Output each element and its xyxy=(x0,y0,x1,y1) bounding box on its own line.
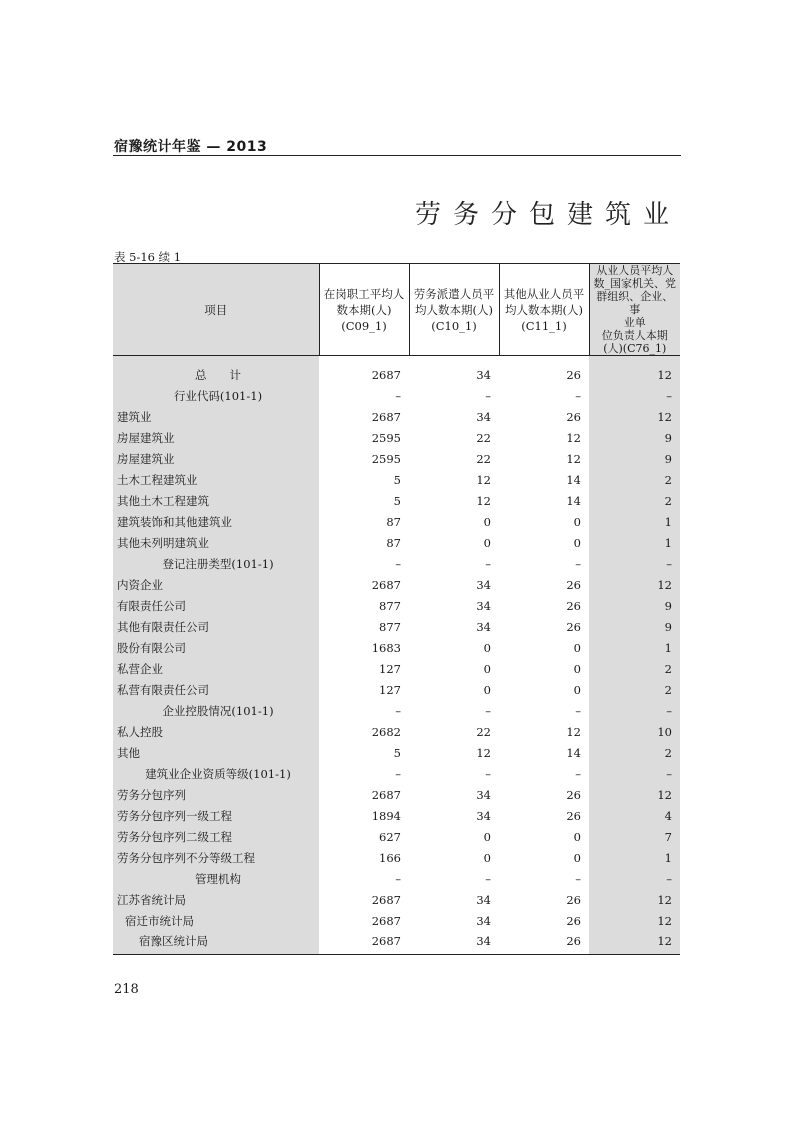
cell-value: 5 xyxy=(393,745,401,760)
cell-value: 12 xyxy=(589,889,680,910)
table-row xyxy=(113,784,680,805)
table-row xyxy=(113,406,680,427)
cell-value: – xyxy=(485,703,491,718)
header-line: 群组织、企业、事 xyxy=(596,290,674,316)
header-c09-1 xyxy=(319,264,409,356)
row-label: 宿迁市统计局 xyxy=(113,910,319,931)
row-label: 劳务分包序列 xyxy=(113,784,319,805)
cell-value: 34 xyxy=(476,619,491,634)
cell-value: 12 xyxy=(589,406,680,427)
cell-value: 26 xyxy=(566,619,581,634)
table-row xyxy=(113,574,680,595)
row-label: 建筑业 xyxy=(113,406,319,427)
cell-value: 12 xyxy=(589,910,680,931)
row-label: 私营有限责任公司 xyxy=(113,679,319,700)
cell-value: 34 xyxy=(476,598,491,613)
cell-value: 0 xyxy=(573,682,581,697)
row-label: 管理机构 xyxy=(113,868,319,889)
table-row xyxy=(113,889,680,910)
cell-value: 1683 xyxy=(371,640,401,655)
table-row xyxy=(113,448,680,469)
cell-value: 10 xyxy=(589,721,680,742)
cell-value: 34 xyxy=(476,913,491,928)
table-row xyxy=(113,532,680,553)
cell-value: 22 xyxy=(476,430,491,445)
table-row xyxy=(113,679,680,700)
cell-value: 2687 xyxy=(371,913,401,928)
table-row xyxy=(113,805,680,826)
table-row xyxy=(113,364,680,385)
cell-value: 627 xyxy=(379,829,401,844)
cell-value: 14 xyxy=(566,493,581,508)
row-label: 劳务分包序列二级工程 xyxy=(113,826,319,847)
table-row xyxy=(113,763,680,784)
cell-value: 5 xyxy=(393,472,401,487)
cell-value: – xyxy=(575,703,581,718)
table-row xyxy=(113,385,680,406)
header-item xyxy=(113,264,319,356)
cell-value: – xyxy=(485,388,491,403)
cell-value: 2 xyxy=(589,658,680,679)
header-line: 项目 xyxy=(204,302,228,317)
cell-value: 7 xyxy=(589,826,680,847)
cell-value: 34 xyxy=(476,577,491,592)
cell-value: – xyxy=(395,388,401,403)
row-label: 劳务分包序列不分等级工程 xyxy=(113,847,319,868)
table-row xyxy=(113,637,680,658)
row-label: 有限责任公司 xyxy=(113,595,319,616)
cell-value: 0 xyxy=(483,850,491,865)
table-row xyxy=(113,616,680,637)
cell-value: – xyxy=(589,868,680,889)
table-header-row xyxy=(113,264,680,356)
cell-value: 34 xyxy=(476,892,491,907)
row-label: 内资企业 xyxy=(113,574,319,595)
header-line: 业单 xyxy=(623,316,646,329)
table-row xyxy=(113,910,680,931)
row-label: 房屋建筑业 xyxy=(113,427,319,448)
cell-value: 2 xyxy=(589,469,680,490)
cell-value: 2595 xyxy=(371,451,401,466)
cell-value: 2687 xyxy=(371,367,401,382)
cell-value: 2687 xyxy=(371,577,401,592)
header-line: 数本期(人) xyxy=(336,302,392,317)
cell-value: – xyxy=(589,385,680,406)
cell-value: 2 xyxy=(589,679,680,700)
cell-value: 166 xyxy=(379,850,401,865)
cell-value: 1 xyxy=(589,637,680,658)
cell-value: – xyxy=(575,388,581,403)
cell-value: 12 xyxy=(476,493,491,508)
cell-value: 12 xyxy=(589,784,680,805)
cell-value: 2 xyxy=(589,490,680,511)
header-line: (C10_1) xyxy=(431,318,477,333)
table-row xyxy=(113,490,680,511)
cell-value: 34 xyxy=(476,367,491,382)
cell-value: 12 xyxy=(589,931,680,955)
header-c11-1 xyxy=(499,264,589,356)
cell-value: 34 xyxy=(409,931,499,955)
statistics-table xyxy=(113,263,680,955)
row-label: 私人控股 xyxy=(113,721,319,742)
cell-value: – xyxy=(485,556,491,571)
section-title: 劳务分包建筑业 xyxy=(414,200,681,230)
cell-value: 26 xyxy=(566,913,581,928)
cell-value: 0 xyxy=(573,535,581,550)
header-line: 劳务派遣人员平 xyxy=(413,286,495,301)
table-row xyxy=(113,553,680,574)
cell-value: 34 xyxy=(476,409,491,424)
cell-value: 26 xyxy=(566,808,581,823)
cell-value: 26 xyxy=(566,787,581,802)
spacer-row xyxy=(113,356,680,365)
cell-value: 22 xyxy=(476,724,491,739)
cell-value: 22 xyxy=(476,451,491,466)
cell-value: 12 xyxy=(566,451,581,466)
cell-value: 12 xyxy=(566,724,581,739)
row-label: 房屋建筑业 xyxy=(113,448,319,469)
header-line: (C09_1) xyxy=(341,318,387,333)
cell-value: 26 xyxy=(566,409,581,424)
cell-value: 0 xyxy=(573,850,581,865)
cell-value: – xyxy=(395,703,401,718)
row-label: 土木工程建筑业 xyxy=(113,469,319,490)
cell-value: 12 xyxy=(566,430,581,445)
cell-value: 0 xyxy=(573,640,581,655)
cell-value: 12 xyxy=(589,574,680,595)
cell-value: 12 xyxy=(476,745,491,760)
cell-value: – xyxy=(395,766,401,781)
cell-value: 87 xyxy=(386,535,401,550)
cell-value: – xyxy=(589,763,680,784)
row-label: 总 计 xyxy=(113,364,319,385)
cell-value: 1 xyxy=(589,847,680,868)
cell-value: 34 xyxy=(476,787,491,802)
header-line: (人)(C76_1) xyxy=(603,342,667,355)
cell-value: 12 xyxy=(476,472,491,487)
table-row xyxy=(113,931,680,955)
table-label: 表 5-16 续 1 xyxy=(114,250,182,264)
cell-value: 26 xyxy=(499,931,589,955)
cell-value: 0 xyxy=(483,682,491,697)
table-row xyxy=(113,511,680,532)
cell-value: 2687 xyxy=(371,787,401,802)
row-label: 股份有限公司 xyxy=(113,637,319,658)
row-label: 宿豫区统计局 xyxy=(113,931,319,955)
header-line: 其他从业人员平 xyxy=(503,286,585,301)
row-label: 建筑业企业资质等级(101-1) xyxy=(113,763,319,784)
table-row xyxy=(113,826,680,847)
cell-value: 34 xyxy=(476,808,491,823)
header-line: 均人数本期(人) xyxy=(415,302,493,317)
row-label: 其他 xyxy=(113,742,319,763)
cell-value: 0 xyxy=(573,829,581,844)
running-head: 宿豫统计年鉴 — 2013 xyxy=(114,139,268,155)
row-label: 江苏省统计局 xyxy=(113,889,319,910)
cell-value: 0 xyxy=(483,535,491,550)
header-line: (C11_1) xyxy=(521,318,567,333)
cell-value: 9 xyxy=(589,448,680,469)
table-row xyxy=(113,742,680,763)
header-c10-1 xyxy=(409,264,499,356)
cell-value: 9 xyxy=(589,427,680,448)
cell-value: 1894 xyxy=(371,808,401,823)
table-row xyxy=(113,469,680,490)
cell-value: 0 xyxy=(573,514,581,529)
row-label: 私营企业 xyxy=(113,658,319,679)
cell-value: 2682 xyxy=(371,724,401,739)
cell-value: 877 xyxy=(379,619,401,634)
header-line: 数_国家机关、党 xyxy=(593,277,676,290)
cell-value: 87 xyxy=(386,514,401,529)
cell-value: – xyxy=(575,556,581,571)
cell-value: 26 xyxy=(566,598,581,613)
cell-value: – xyxy=(589,553,680,574)
row-label: 建筑装饰和其他建筑业 xyxy=(113,511,319,532)
header-line: 从业人员平均人 xyxy=(596,264,674,277)
cell-value: – xyxy=(485,766,491,781)
cell-value: – xyxy=(485,871,491,886)
cell-value: 2 xyxy=(589,742,680,763)
header-rule xyxy=(113,155,681,156)
cell-value: – xyxy=(395,556,401,571)
cell-value: 0 xyxy=(483,829,491,844)
cell-value: 0 xyxy=(573,661,581,676)
cell-value: 127 xyxy=(379,661,401,676)
cell-value: 14 xyxy=(566,745,581,760)
table-row xyxy=(113,700,680,721)
table-row xyxy=(113,427,680,448)
cell-value: 26 xyxy=(566,367,581,382)
header-c76-1 xyxy=(589,264,680,356)
cell-value: – xyxy=(395,871,401,886)
cell-value: 0 xyxy=(483,640,491,655)
cell-value: 5 xyxy=(393,493,401,508)
cell-value: 877 xyxy=(379,598,401,613)
row-label: 其他未列明建筑业 xyxy=(113,532,319,553)
cell-value: 1 xyxy=(589,532,680,553)
row-label: 企业控股情况(101-1) xyxy=(113,700,319,721)
table-row xyxy=(113,721,680,742)
cell-value: 2687 xyxy=(371,892,401,907)
cell-value: 1 xyxy=(589,511,680,532)
cell-value: 0 xyxy=(483,514,491,529)
cell-value: 26 xyxy=(566,892,581,907)
row-label: 其他有限责任公司 xyxy=(113,616,319,637)
cell-value: – xyxy=(589,700,680,721)
table-row xyxy=(113,868,680,889)
cell-value: 2687 xyxy=(319,931,409,955)
table-row xyxy=(113,658,680,679)
row-label: 行业代码(101-1) xyxy=(113,385,319,406)
cell-value: – xyxy=(575,871,581,886)
row-label: 登记注册类型(101-1) xyxy=(113,553,319,574)
table-row xyxy=(113,847,680,868)
table-row xyxy=(113,595,680,616)
cell-value: 2687 xyxy=(371,409,401,424)
cell-value: 0 xyxy=(483,661,491,676)
table-body xyxy=(113,356,680,955)
row-label: 其他土木工程建筑 xyxy=(113,490,319,511)
cell-value: 14 xyxy=(566,472,581,487)
cell-value: – xyxy=(575,766,581,781)
page-number: 218 xyxy=(114,982,139,997)
cell-value: 26 xyxy=(566,577,581,592)
cell-value: 9 xyxy=(589,595,680,616)
cell-value: 9 xyxy=(589,616,680,637)
row-label: 劳务分包序列一级工程 xyxy=(113,805,319,826)
cell-value: 4 xyxy=(589,805,680,826)
header-line: 均人数本期(人) xyxy=(505,302,583,317)
cell-value: 127 xyxy=(379,682,401,697)
cell-value: 2595 xyxy=(371,430,401,445)
cell-value: 12 xyxy=(589,364,680,385)
header-line: 位负责人本期 xyxy=(601,329,668,342)
header-line: 在岗职工平均人 xyxy=(323,286,405,301)
